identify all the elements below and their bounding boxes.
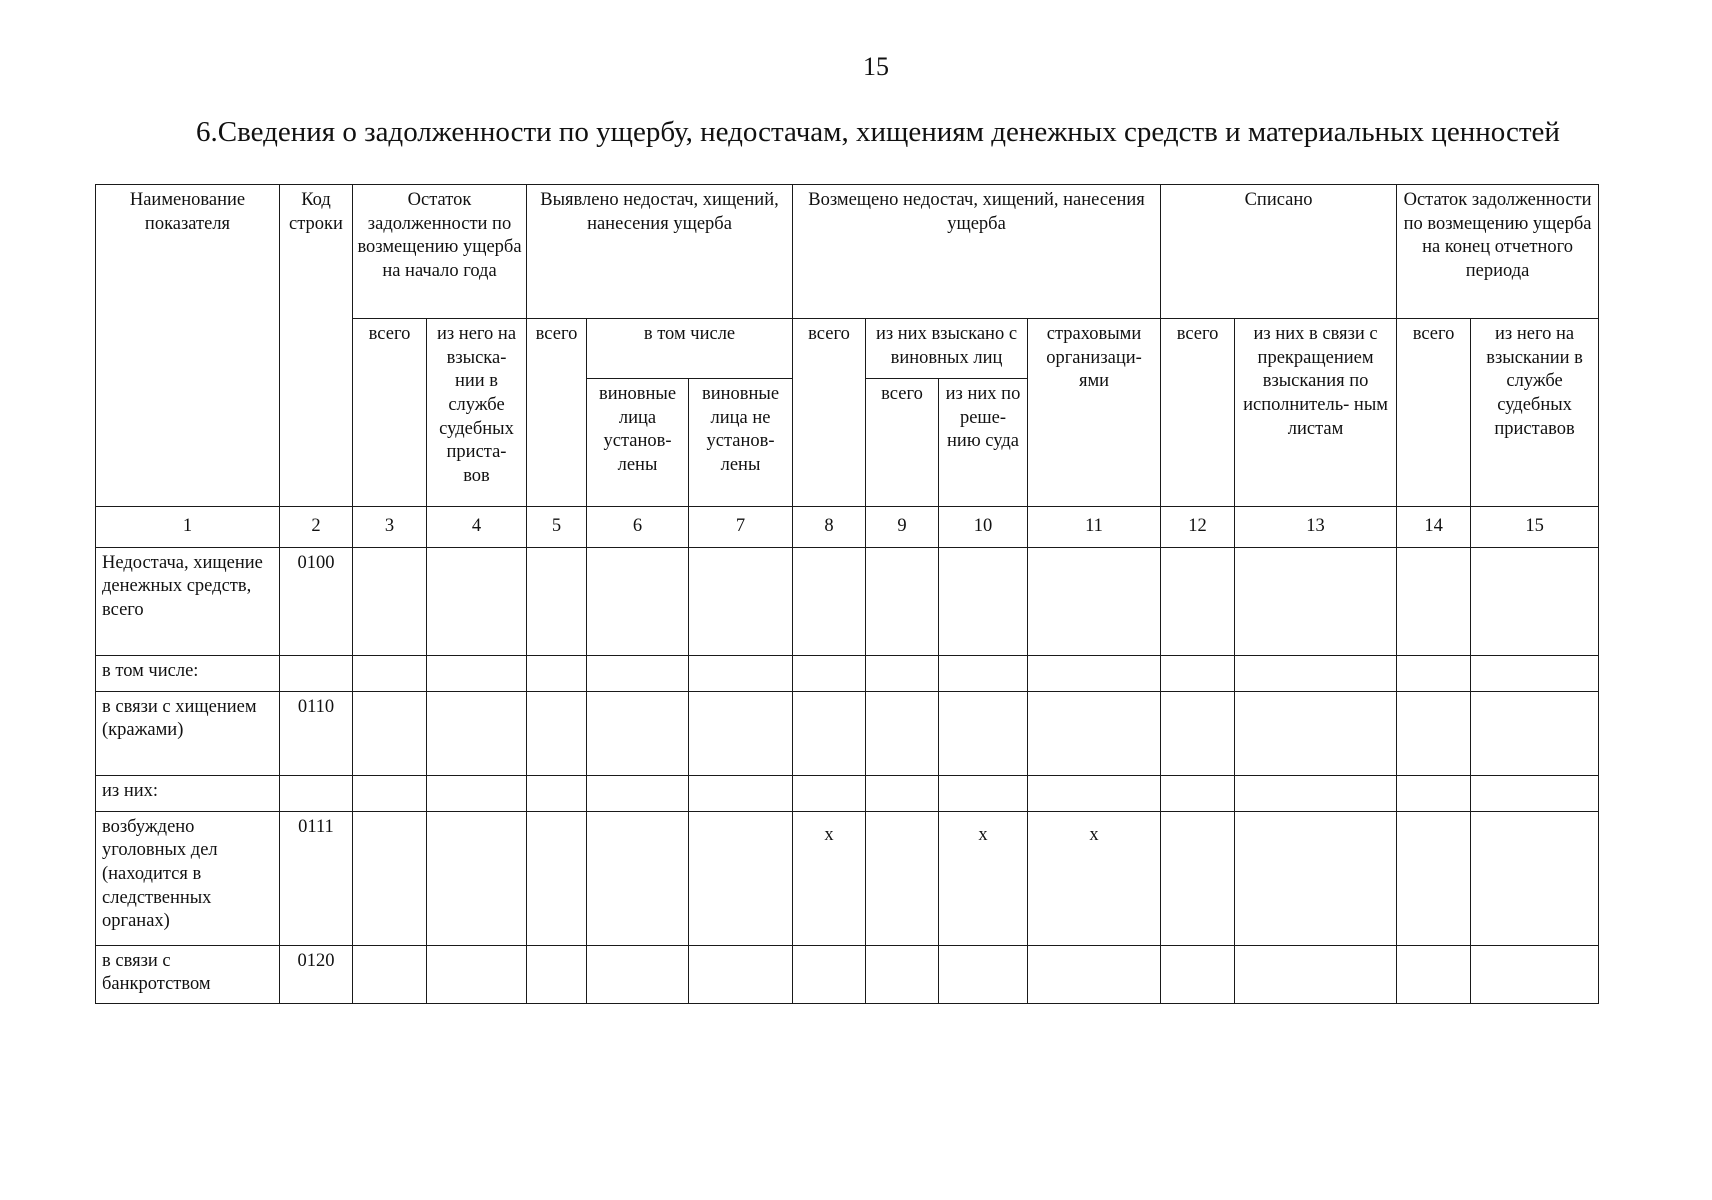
header-including: в том числе xyxy=(587,319,793,379)
header-compensated: Возмещено недостач, хищений, нанесения ущерба xyxy=(793,185,1161,319)
row-name: Недостача, хищение денежных средств, всего xyxy=(96,547,280,655)
section-title: 6.Сведения о задолженности по ущербу, недостачам, хищениям денежных средств и материальных ценностей xyxy=(196,116,1560,148)
table-cell[interactable] xyxy=(689,945,793,1003)
table-cell[interactable] xyxy=(1235,655,1397,691)
table-cell[interactable] xyxy=(793,547,866,655)
column-number: 14 xyxy=(1397,507,1471,548)
table-cell[interactable] xyxy=(1161,547,1235,655)
table-cell[interactable] xyxy=(1161,691,1235,775)
table-cell[interactable] xyxy=(1471,775,1599,811)
table-cell[interactable] xyxy=(689,655,793,691)
column-number: 9 xyxy=(866,507,939,548)
table-cell[interactable] xyxy=(427,811,527,945)
header-col10-court: из них по реше- нию суда xyxy=(939,379,1028,507)
header-from-culprits: из них взыскано с виновных лиц xyxy=(866,319,1028,379)
debt-table xyxy=(95,184,1599,1004)
header-col12-total: всего xyxy=(1161,319,1235,507)
table-cell[interactable] xyxy=(1471,547,1599,655)
table-cell[interactable] xyxy=(527,811,587,945)
column-number: 11 xyxy=(1028,507,1161,548)
header-written-off: Списано xyxy=(1161,185,1397,319)
table-cell[interactable] xyxy=(427,691,527,775)
row-name: в том числе: xyxy=(96,655,280,691)
table-cell[interactable] xyxy=(527,775,587,811)
table-cell[interactable] xyxy=(866,547,939,655)
table-cell[interactable] xyxy=(587,945,689,1003)
table-cell[interactable] xyxy=(1397,547,1471,655)
column-number: 5 xyxy=(527,507,587,548)
table-cell[interactable] xyxy=(1235,945,1397,1003)
table-cell[interactable] xyxy=(866,691,939,775)
table-row xyxy=(96,691,1599,775)
table-cell[interactable] xyxy=(939,691,1028,775)
row-code xyxy=(280,655,353,691)
table-cell[interactable] xyxy=(1028,945,1161,1003)
header-col7-culprits-not-found: виновные лица не установ- лены xyxy=(689,379,793,507)
column-number: 1 xyxy=(96,507,280,548)
table-cell[interactable]: x xyxy=(939,811,1028,945)
table-cell[interactable] xyxy=(793,775,866,811)
row-name: из них: xyxy=(96,775,280,811)
header-col11-insurers: страховыми организаци- ями xyxy=(1028,319,1161,507)
header-col14-total: всего xyxy=(1397,319,1471,507)
table-cell[interactable] xyxy=(866,811,939,945)
header-col3-total: всего xyxy=(353,319,427,507)
table-cell[interactable] xyxy=(689,547,793,655)
column-number: 8 xyxy=(793,507,866,548)
table-cell[interactable] xyxy=(1028,547,1161,655)
column-number: 2 xyxy=(280,507,353,548)
table-cell[interactable] xyxy=(793,655,866,691)
column-number: 3 xyxy=(353,507,427,548)
table-cell[interactable] xyxy=(427,775,527,811)
header-name: Наименование показателя xyxy=(96,185,280,507)
table-cell[interactable] xyxy=(427,655,527,691)
table-cell[interactable] xyxy=(353,945,427,1003)
table-cell[interactable] xyxy=(353,691,427,775)
row-name: в связи с хищением (кражами) xyxy=(96,691,280,775)
table-row xyxy=(96,945,1599,1003)
table-cell[interactable] xyxy=(1397,691,1471,775)
table-cell[interactable]: x xyxy=(1028,811,1161,945)
table-cell[interactable] xyxy=(939,547,1028,655)
table-cell[interactable] xyxy=(1028,691,1161,775)
table-cell[interactable] xyxy=(1471,811,1599,945)
page-number: 15 xyxy=(863,52,889,81)
table-cell[interactable] xyxy=(939,775,1028,811)
header-col9-total: всего xyxy=(866,379,939,507)
header-balance-start: Остаток задолженности по возмещению ущерба на начало года xyxy=(353,185,527,319)
header-col13-termination: из них в связи с прекращением взыскания по исполнитель- ным листам xyxy=(1235,319,1397,507)
header-code: Код строки xyxy=(280,185,353,507)
table-cell[interactable] xyxy=(1397,775,1471,811)
table-cell[interactable] xyxy=(587,691,689,775)
table-cell[interactable] xyxy=(527,655,587,691)
table-cell[interactable] xyxy=(587,547,689,655)
table-cell[interactable] xyxy=(689,691,793,775)
header-col4-bailiffs: из него на взыска- нии в службе судебных приста- вов xyxy=(427,319,527,507)
table-cell[interactable] xyxy=(1028,775,1161,811)
table-cell[interactable] xyxy=(793,691,866,775)
table-cell[interactable] xyxy=(793,945,866,1003)
table-cell[interactable] xyxy=(353,655,427,691)
table-cell[interactable] xyxy=(1161,775,1235,811)
table-cell[interactable] xyxy=(939,945,1028,1003)
table-cell[interactable] xyxy=(1471,655,1599,691)
table-cell[interactable] xyxy=(1235,811,1397,945)
table-cell[interactable] xyxy=(587,811,689,945)
table-cell[interactable] xyxy=(353,547,427,655)
header-col6-culprits-found: виновные лица установ- лены xyxy=(587,379,689,507)
column-number: 12 xyxy=(1161,507,1235,548)
table-header xyxy=(96,185,1599,548)
table-cell[interactable] xyxy=(427,945,527,1003)
table-cell[interactable] xyxy=(1161,655,1235,691)
table-cell[interactable] xyxy=(1397,945,1471,1003)
row-code xyxy=(280,775,353,811)
table-cell[interactable] xyxy=(1397,811,1471,945)
row-code: 0100 xyxy=(280,547,353,655)
column-number: 7 xyxy=(689,507,793,548)
row-code: 0111 xyxy=(280,811,353,945)
column-number: 4 xyxy=(427,507,527,548)
table-row xyxy=(96,547,1599,655)
table-cell[interactable] xyxy=(1235,691,1397,775)
table-cell[interactable] xyxy=(353,775,427,811)
table-cell[interactable] xyxy=(1397,655,1471,691)
table-cell[interactable] xyxy=(527,945,587,1003)
table-cell[interactable] xyxy=(866,775,939,811)
table-cell[interactable] xyxy=(939,655,1028,691)
table-row xyxy=(96,775,1599,811)
table-cell[interactable] xyxy=(587,655,689,691)
row-name: в связи с банкротством xyxy=(96,945,280,1003)
header-col8-total: всего xyxy=(793,319,866,507)
table-cell[interactable] xyxy=(1161,811,1235,945)
table-cell[interactable] xyxy=(1161,945,1235,1003)
column-number: 13 xyxy=(1235,507,1397,548)
table-cell[interactable] xyxy=(689,811,793,945)
table-cell[interactable] xyxy=(866,945,939,1003)
header-col5-total: всего xyxy=(527,319,587,507)
column-number: 10 xyxy=(939,507,1028,548)
table-cell[interactable] xyxy=(527,691,587,775)
table-row xyxy=(96,811,1599,945)
table-cell[interactable] xyxy=(587,775,689,811)
table-cell[interactable] xyxy=(1235,547,1397,655)
table-cell[interactable]: x xyxy=(793,811,866,945)
row-name: возбуждено уголовных дел (находится в следственных органах) xyxy=(96,811,280,945)
column-number: 6 xyxy=(587,507,689,548)
table-cell[interactable] xyxy=(1235,775,1397,811)
table-cell[interactable] xyxy=(1471,691,1599,775)
table-cell[interactable] xyxy=(866,655,939,691)
column-number: 15 xyxy=(1471,507,1599,548)
table-cell[interactable] xyxy=(353,811,427,945)
table-cell[interactable] xyxy=(1471,945,1599,1003)
column-numbers-row xyxy=(96,507,1599,548)
row-code: 0120 xyxy=(280,945,353,1003)
header-balance-end: Остаток задолженности по возмещению ущерба на конец отчетного периода xyxy=(1397,185,1599,319)
header-col15-bailiffs: из него на взыскании в службе судебных приставов xyxy=(1471,319,1599,507)
table-body xyxy=(96,547,1599,1003)
row-code: 0110 xyxy=(280,691,353,775)
table-cell[interactable] xyxy=(689,775,793,811)
header-identified: Выявлено недостач, хищений, нанесения ущерба xyxy=(527,185,793,319)
table-cell[interactable] xyxy=(1028,655,1161,691)
table-row xyxy=(96,655,1599,691)
table-cell[interactable] xyxy=(427,547,527,655)
table-cell[interactable] xyxy=(527,547,587,655)
